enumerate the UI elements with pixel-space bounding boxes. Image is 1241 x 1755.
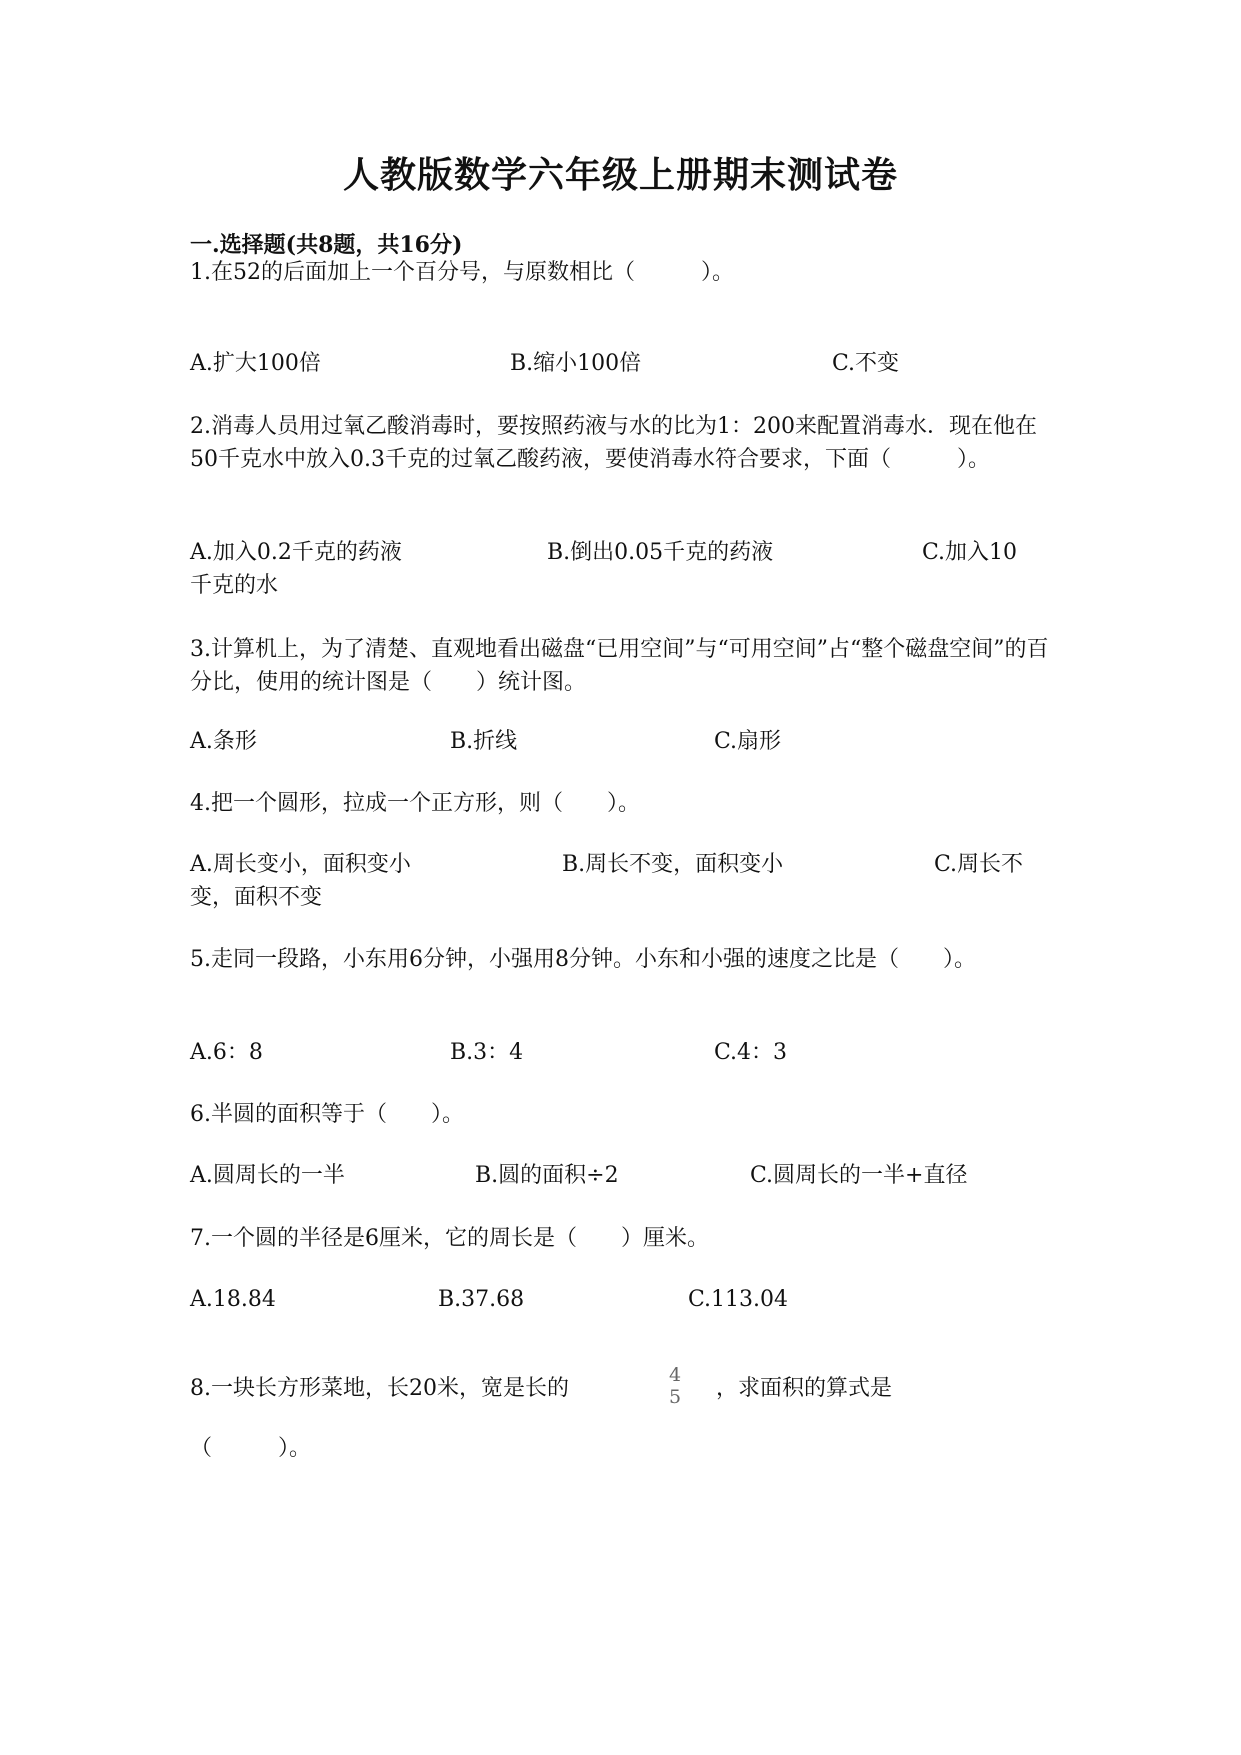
option-b: B.37.68 <box>438 1287 525 1312</box>
option-b: B.周长不变，面积变小 <box>562 852 784 877</box>
option-c: C.不变 <box>832 351 900 376</box>
option-c: C.113.04 <box>688 1287 789 1312</box>
fraction-numerator: 4 <box>668 1364 682 1386</box>
section-heading: 一.选择题(共8题，共16分) <box>190 232 463 258</box>
option-a: A.扩大100倍 <box>190 351 321 376</box>
option-a: A.周长变小，面积变小 <box>190 852 411 877</box>
option-b: B.3：4 <box>450 1040 524 1065</box>
question-5: 5.走同一段路，小东用6分钟，小强用8分钟。小东和小强的速度之比是（ ）。 <box>190 947 976 972</box>
option-b: B.倒出0.05千克的药液 <box>547 540 774 565</box>
option-b: B.圆的面积÷2 <box>475 1163 619 1188</box>
question-3-options <box>190 725 1050 758</box>
question-6-options <box>190 1159 1050 1192</box>
page-title: 人教版数学六年级上册期末测试卷 <box>342 154 898 196</box>
question-7-options <box>190 1283 1050 1316</box>
question-7: 7.一个圆的半径是6厘米，它的周长是（ ）厘米。 <box>190 1226 709 1251</box>
question-2: 2.消毒人员用过氧乙酸消毒时，要按照药液与水的比为1：200来配置消毒水．现在他在50千克水中放入0.3千克的过氧乙酸药液，要使消毒水符合要求，下面（ ）。 <box>190 414 1037 472</box>
question-1: 1.在52的后面加上一个百分号，与原数相比（ ）。 <box>190 260 734 285</box>
question-8-continued: ，求面积的算式是 <box>716 1376 893 1401</box>
option-c-continued: 千克的水 <box>190 573 279 598</box>
option-a: A.圆周长的一半 <box>190 1163 345 1188</box>
option-c: C.加入10 <box>922 540 1018 565</box>
option-a: A.6：8 <box>190 1040 263 1065</box>
option-c-continued: 变，面积不变 <box>190 885 323 910</box>
question-5-options <box>190 1036 1050 1069</box>
option-c: C.扇形 <box>714 729 782 754</box>
option-b: B.缩小100倍 <box>510 351 642 376</box>
option-c: C.圆周长的一半+直径 <box>750 1163 968 1188</box>
option-c: C.周长不 <box>934 852 1024 877</box>
option-a: A.加入0.2千克的药液 <box>190 540 402 565</box>
question-8-answer-blank: （ ）。 <box>190 1436 312 1461</box>
option-b: B.折线 <box>450 729 518 754</box>
question-6: 6.半圆的面积等于（ ）。 <box>190 1102 464 1127</box>
fraction <box>663 1364 687 1408</box>
option-a: A.18.84 <box>190 1287 276 1312</box>
option-a: A.条形 <box>190 729 257 754</box>
question-1-options <box>190 347 1050 380</box>
question-8: 8.一块长方形菜地，长20米，宽是长的 <box>190 1376 569 1401</box>
question-3: 3.计算机上，为了清楚、直观地看出磁盘“已用空间”与“可用空间”占“整个磁盘空间”的百分比，使用的统计图是（ ）统计图。 <box>190 637 1049 695</box>
question-4: 4.把一个圆形，拉成一个正方形，则（ ）。 <box>190 791 640 816</box>
question-2-options <box>190 536 1050 602</box>
option-c: C.4：3 <box>714 1040 788 1065</box>
fraction-denominator: 5 <box>668 1386 682 1408</box>
question-4-options <box>190 848 1050 914</box>
